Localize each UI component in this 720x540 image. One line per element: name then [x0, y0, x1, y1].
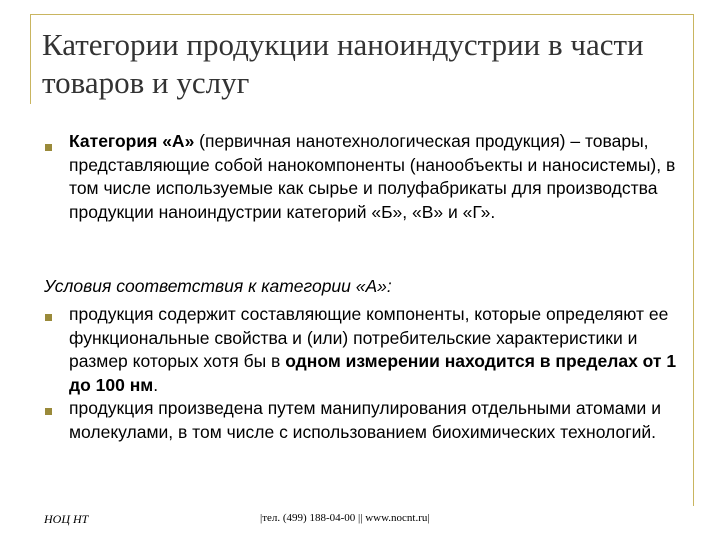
footer-organization: НОЦ НТ [44, 512, 89, 526]
frame-top-line [30, 14, 694, 15]
slide-title: Категории продукции наноиндустрии в части товаров и услуг [42, 27, 644, 100]
condition-size-text: продукция содержит составляющие компоненты, которые определяют ее функциональные свойства и (или) потребительские характеристики и размер которых хотя бы в [69, 304, 669, 371]
frame-left-line [30, 14, 31, 104]
category-a-label: Категория «А» [69, 131, 195, 151]
condition-size-end: . [153, 374, 159, 395]
bullet-category-a [69, 130, 684, 224]
frame-right-line [693, 14, 694, 506]
condition-size-bold: одном измерении находится в пределах от 1 до 100 нм [69, 351, 677, 395]
bullet-condition-size [69, 303, 684, 397]
conditions-header: Условия соответствия к категории «А»: [44, 276, 392, 296]
condition-atoms-text: продукция произведена путем манипулирования отдельными атомами и молекулами, в том числе с использованием биохимических технологий. [69, 398, 661, 442]
bullet-square-icon [45, 408, 52, 415]
footer-contacts: |тел. (499) 188-04-00 || www.nocnt.ru| [260, 512, 430, 524]
bullet-condition-atoms [69, 397, 684, 444]
category-a-description: (первичная нанотехнологическая продукция) – товары, представляющие собой нанокомпоненты (нанообъекты и наносистемы), в том числе используемые как сырье и полуфабрикаты для производства продукции наноиндустрии категорий «Б», «В» и «Г». [69, 131, 676, 222]
bullet-square-icon [45, 314, 52, 321]
bullet-square-icon [45, 144, 52, 151]
